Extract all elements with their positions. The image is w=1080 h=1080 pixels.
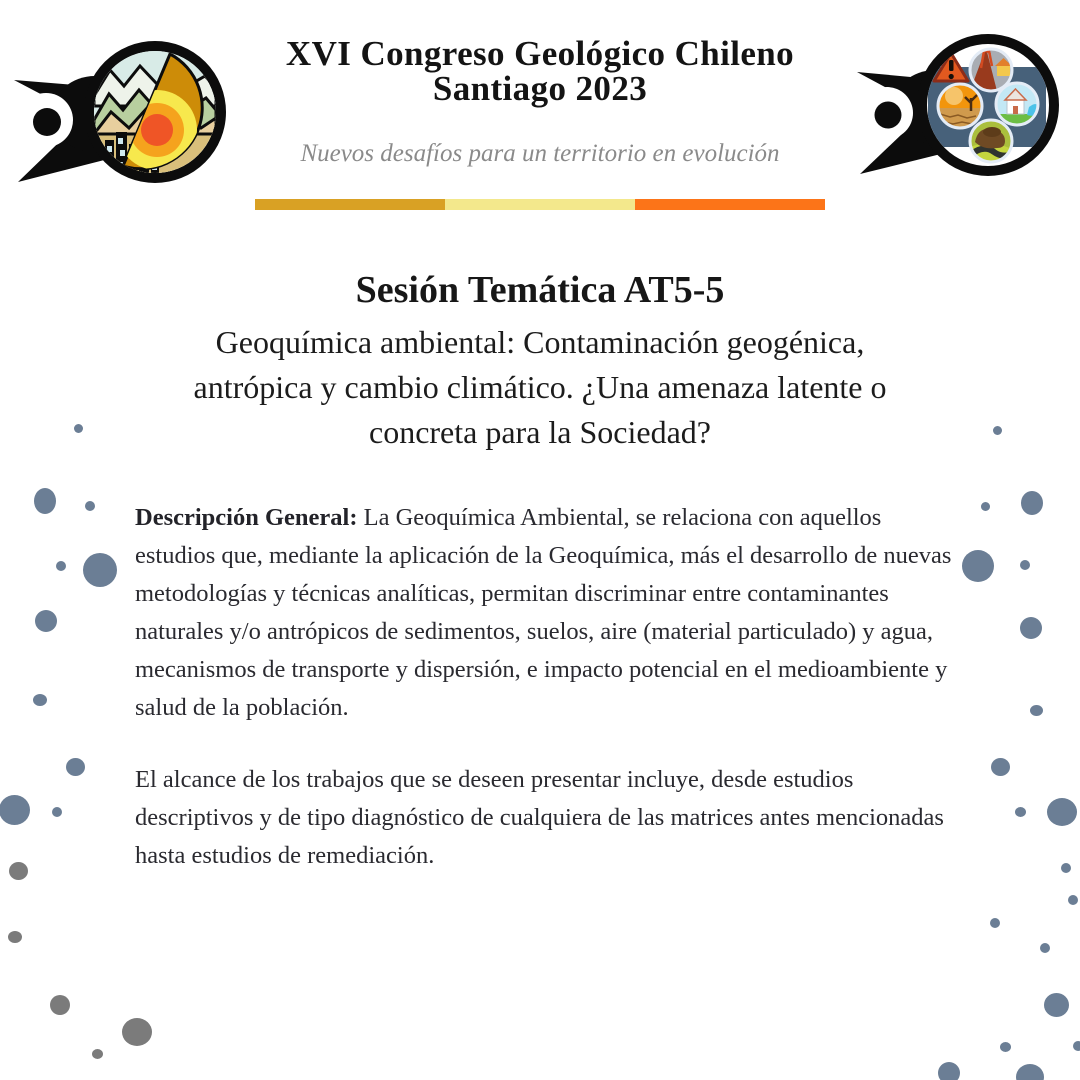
hazards-logo-right (854, 26, 1068, 192)
congress-title-line2: Santiago 2023 (432, 69, 648, 108)
divider-segment-ochre (255, 199, 445, 210)
session-description (135, 499, 955, 875)
description-paragraph-1-text: La Geoquímica Ambiental, se relaciona con aquellos estudios que, mediante la aplicación de la Geoquímica, más el desarrollo de nuevas metodologías y técnicas analíticas, permitan discriminar entre contaminantes naturales y/o antrópicos de sedimentos, suelos, aire (material particulado) y agua, mecanismos de transporte y dispersión, e impacto potencial en el medioambiente y salud de la población. (135, 504, 952, 721)
header (235, 36, 845, 210)
session-subtitle (90, 320, 990, 455)
session-subtitle-line1: Geoquímica ambiental: Contaminación geogénica, (215, 324, 865, 360)
divider-segment-yellow (445, 199, 635, 210)
congress-tagline: Nuevos desafíos para un territorio en evolución (300, 140, 780, 167)
session-subtitle-line3: concreta para la Sociedad? (368, 414, 711, 450)
congress-title (235, 36, 845, 106)
session-subtitle-line2: antrópica y cambio climático. ¿Una amenaza latente o (193, 369, 887, 405)
eye-dot-icon (875, 102, 902, 129)
congress-title-line1: XVI Congreso Geológico Chileno (285, 34, 795, 73)
congress-logo-left (10, 30, 238, 196)
description-paragraph-2: El alcance de los trabajos que se deseen presentar incluye, desde estudios descriptivos y de tipo diagnóstico de cualquiera de las matrices antes mencionadas hasta estudios de remediación. (135, 766, 944, 869)
description-heading: Descripción General: (135, 504, 358, 531)
divider-segment-orange (635, 199, 825, 210)
eye-dot-icon (33, 108, 61, 136)
description-paragraph-1 (135, 499, 955, 727)
session-title: Sesión Temática AT5-5 (355, 269, 725, 311)
divider-bar (255, 199, 825, 210)
